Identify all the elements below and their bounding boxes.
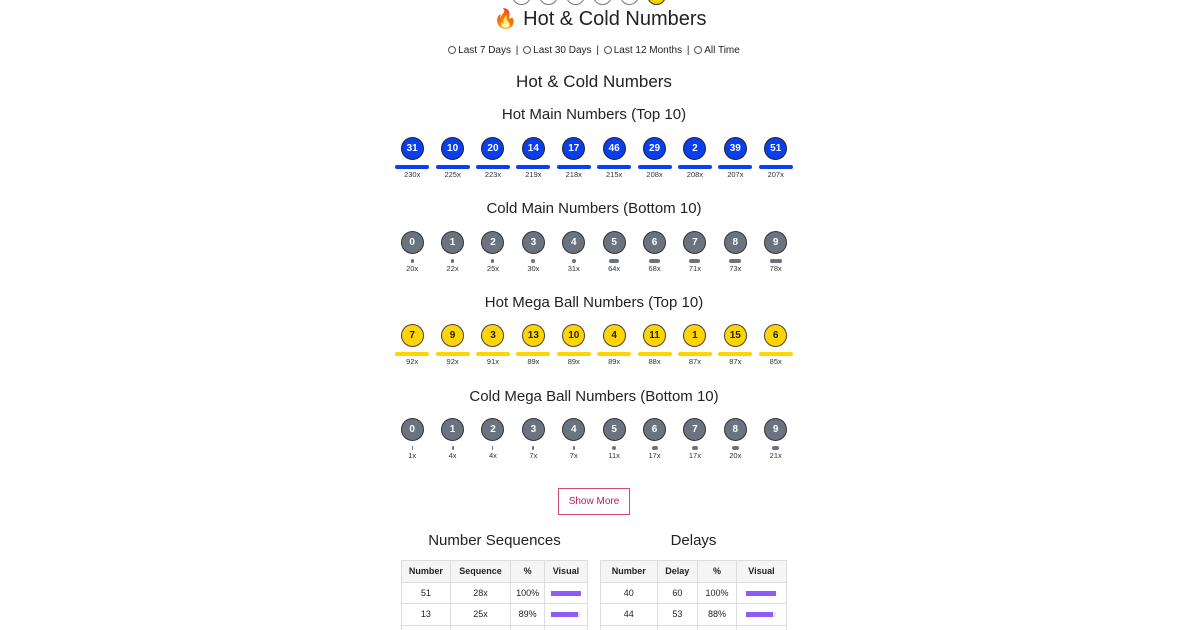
filter-all-time[interactable]: All Time (694, 45, 740, 56)
frequency-count: 7x (569, 451, 578, 460)
frequency-bar (573, 446, 575, 450)
frequency-count: 89x (527, 357, 540, 366)
number-ball: 29 (643, 137, 666, 160)
number-item (513, 231, 553, 273)
ball (566, 0, 585, 5)
ball (593, 0, 612, 5)
frequency-count: 207x (727, 170, 744, 179)
separator: | (515, 45, 519, 56)
table-cell: 60 (657, 582, 697, 604)
cold-main-numbers (392, 231, 796, 273)
table-cell (601, 625, 658, 630)
hot-mega-numbers (392, 324, 796, 366)
number-ball: 6 (764, 324, 787, 347)
group-title-hot-mega: Hot Mega Ball Numbers (Top 10) (484, 294, 704, 311)
visual-cell (736, 582, 786, 604)
radio-icon[interactable] (448, 46, 456, 54)
number-ball: 2 (683, 137, 706, 160)
frequency-count: 225x (444, 170, 461, 179)
frequency-bar (612, 446, 616, 450)
frequency-bar (759, 352, 793, 356)
number-item (715, 418, 755, 460)
radio-icon[interactable] (694, 46, 702, 54)
number-ball: 51 (764, 137, 787, 160)
frequency-count: 91x (486, 357, 500, 366)
number-item (473, 418, 513, 460)
frequency-bar (718, 352, 752, 356)
number-item (513, 418, 553, 460)
frequency-bar (692, 446, 698, 450)
number-item (715, 231, 755, 273)
frequency-bar (411, 259, 414, 263)
table-row (601, 625, 787, 630)
number-ball: 4 (562, 418, 585, 441)
frequency-bar (732, 446, 739, 450)
number-item (594, 137, 634, 179)
col-number: Number (402, 561, 451, 583)
number-ball: 39 (724, 137, 747, 160)
ball (539, 0, 558, 5)
frequency-bar (395, 352, 429, 356)
frequency-count: 207x (767, 170, 784, 179)
frequency-count: 4x (448, 451, 457, 460)
frequency-count: 20x (406, 264, 419, 273)
number-ball: 14 (522, 137, 545, 160)
frequency-count: 31x (567, 264, 580, 273)
table-cell: 53 (657, 604, 697, 626)
number-ball: 7 (683, 418, 706, 441)
frequency-bar (609, 259, 619, 263)
number-item (675, 324, 715, 366)
frequency-count: 20x (729, 451, 742, 460)
percent-bar (746, 591, 776, 596)
frequency-count: 7x (529, 451, 538, 460)
filter-last-12-months[interactable]: Last 12 Months (604, 45, 682, 56)
table-row (402, 625, 588, 630)
separator: | (686, 45, 690, 56)
table-cell: 51 (402, 582, 451, 604)
frequency-bar (436, 352, 470, 356)
delays-table (600, 560, 787, 630)
frequency-count: 4x (489, 451, 497, 460)
frequency-bar (572, 259, 576, 263)
number-ball: 1 (441, 418, 464, 441)
table-cell (657, 625, 697, 630)
frequency-count: 208x (646, 170, 663, 179)
frequency-count: 92x (406, 357, 419, 366)
frequency-bar (638, 352, 672, 356)
ball (620, 0, 639, 5)
sequences-title: Number Sequences (428, 532, 561, 549)
table-cell (698, 625, 737, 630)
frequency-bar (652, 446, 658, 450)
percent-bar (551, 612, 581, 617)
delays-title: Delays (670, 532, 717, 549)
number-item (594, 324, 634, 366)
number-item (594, 231, 634, 273)
frequency-bar (638, 165, 672, 169)
number-ball: 6 (643, 418, 666, 441)
table-row (402, 582, 588, 604)
number-ball: 7 (683, 231, 706, 254)
number-ball: 46 (603, 137, 626, 160)
table-cell (402, 625, 451, 630)
number-item (675, 137, 715, 179)
number-item (554, 231, 594, 273)
time-range-filter (0, 45, 1188, 56)
number-item (392, 231, 432, 273)
number-item (554, 324, 594, 366)
table-row (601, 604, 787, 626)
group-title-hot-main: Hot Main Numbers (Top 10) (501, 106, 687, 123)
frequency-bar (718, 165, 752, 169)
frequency-count: 21x (769, 451, 782, 460)
frequency-bar (516, 352, 550, 356)
frequency-count: 87x (688, 357, 701, 366)
filter-last-30-days[interactable]: Last 30 Days (523, 45, 591, 56)
col-delay: Delay (657, 561, 697, 583)
frequency-count: 215x (606, 170, 623, 179)
frequency-bar (476, 352, 510, 356)
number-ball: 2 (481, 231, 504, 254)
number-ball: 1 (441, 231, 464, 254)
number-item (554, 418, 594, 460)
number-item (634, 137, 674, 179)
frequency-count: 64x (608, 264, 621, 273)
frequency-count: 25x (486, 264, 500, 273)
frequency-count: 71x (688, 264, 701, 273)
frequency-bar (772, 446, 779, 450)
fire-icon: 🔥 (493, 9, 518, 30)
frequency-bar (678, 165, 712, 169)
table-cell: 13 (402, 604, 451, 626)
frequency-bar (597, 352, 631, 356)
frequency-count: 89x (567, 357, 580, 366)
number-item (554, 137, 594, 179)
number-ball: 3 (481, 324, 504, 347)
col-sequence: Sequence (450, 561, 511, 583)
table-cell: 89% (511, 604, 544, 626)
frequency-count: 85x (769, 357, 782, 366)
visual-cell (544, 582, 587, 604)
frequency-bar (759, 165, 793, 169)
frequency-count: 17x (648, 451, 661, 460)
frequency-bar (412, 446, 413, 450)
number-item (756, 324, 796, 366)
number-ball: 5 (603, 418, 626, 441)
number-item (473, 324, 513, 366)
number-ball: 9 (441, 324, 464, 347)
table-cell: 28x (450, 582, 511, 604)
frequency-count: 73x (729, 264, 742, 273)
mega-ball (647, 0, 666, 5)
frequency-count: 68x (648, 264, 661, 273)
frequency-bar (476, 165, 510, 169)
frequency-bar (531, 259, 535, 263)
percent-bar (551, 591, 581, 596)
table-row (601, 582, 787, 604)
number-item (473, 137, 513, 179)
frequency-bar (557, 352, 591, 356)
frequency-count: 22x (446, 264, 459, 273)
frequency-count: 30x (527, 264, 540, 273)
frequency-bar (689, 259, 700, 263)
number-ball: 6 (643, 231, 666, 254)
number-item (432, 231, 472, 273)
page-title-text: Hot & Cold Numbers (523, 8, 707, 30)
frequency-bar (729, 259, 741, 263)
frequency-bar (516, 165, 550, 169)
frequency-count: 219x (525, 170, 542, 179)
frequency-count: 89x (608, 357, 621, 366)
frequency-count: 17x (688, 451, 701, 460)
table-row (402, 604, 588, 626)
number-ball: 4 (603, 324, 626, 347)
col-percent: % (511, 561, 544, 583)
table-cell (511, 625, 544, 630)
visual-cell (544, 625, 587, 630)
frequency-bar (532, 446, 534, 450)
col-percent: % (698, 561, 737, 583)
number-item (432, 324, 472, 366)
frequency-count: 218x (565, 170, 582, 179)
number-ball: 10 (562, 324, 585, 347)
visual-cell (736, 625, 786, 630)
frequency-count: 11x (608, 451, 620, 460)
show-more-button[interactable]: Show More (558, 488, 630, 515)
number-item (715, 137, 755, 179)
hot-main-numbers (392, 137, 796, 179)
frequency-count: 230x (404, 170, 421, 179)
number-ball: 11 (643, 324, 666, 347)
number-ball: 1 (683, 324, 706, 347)
frequency-bar (649, 259, 660, 263)
frequency-count: 1x (408, 451, 417, 460)
visual-cell (736, 604, 786, 626)
page-title (0, 7, 1200, 31)
number-item (675, 231, 715, 273)
number-item (634, 324, 674, 366)
number-item (432, 137, 472, 179)
number-ball: 0 (401, 231, 424, 254)
number-ball: 20 (481, 137, 504, 160)
table-cell: 40 (601, 582, 658, 604)
number-item (392, 324, 432, 366)
number-ball: 3 (522, 231, 545, 254)
table-cell: 100% (698, 582, 737, 604)
number-ball: 9 (764, 418, 787, 441)
frequency-bar (451, 259, 454, 263)
col-visual: Visual (736, 561, 786, 583)
radio-icon[interactable] (604, 46, 612, 54)
frequency-bar (678, 352, 712, 356)
col-number: Number (601, 561, 658, 583)
sequences-table (401, 560, 588, 630)
number-item (675, 418, 715, 460)
number-ball: 31 (401, 137, 424, 160)
frequency-bar (557, 165, 591, 169)
frequency-count: 87x (729, 357, 742, 366)
number-ball: 7 (401, 324, 424, 347)
frequency-count: 88x (648, 357, 661, 366)
table-cell: 44 (601, 604, 658, 626)
group-title-cold-main: Cold Main Numbers (Bottom 10) (486, 200, 702, 217)
frequency-bar (452, 446, 454, 450)
frequency-bar (395, 165, 429, 169)
number-item (432, 418, 472, 460)
frequency-bar (491, 259, 494, 263)
table-cell: 88% (698, 604, 737, 626)
number-ball: 9 (764, 231, 787, 254)
number-item (392, 137, 432, 179)
number-ball: 5 (603, 231, 626, 254)
number-item (473, 231, 513, 273)
radio-icon[interactable] (523, 46, 531, 54)
number-ball: 8 (724, 231, 747, 254)
frequency-count: 208x (686, 170, 704, 179)
frequency-count: 223x (484, 170, 502, 179)
number-item (594, 418, 634, 460)
number-item (513, 324, 553, 366)
number-item (513, 137, 553, 179)
filter-last-7-days[interactable]: Last 7 Days (448, 45, 511, 56)
visual-cell (544, 604, 587, 626)
number-item (756, 418, 796, 460)
frequency-count: 78x (769, 264, 782, 273)
number-ball: 10 (441, 137, 464, 160)
col-visual: Visual (544, 561, 587, 583)
number-ball: 15 (724, 324, 747, 347)
frequency-bar (597, 165, 631, 169)
number-item (756, 231, 796, 273)
number-ball: 2 (481, 418, 504, 441)
number-item (756, 137, 796, 179)
frequency-bar (770, 259, 782, 263)
number-ball: 4 (562, 231, 585, 254)
group-title-cold-mega: Cold Mega Ball Numbers (Bottom 10) (469, 388, 719, 405)
number-item (392, 418, 432, 460)
number-ball: 0 (401, 418, 424, 441)
cold-mega-numbers (392, 418, 796, 460)
section-title: Hot & Cold Numbers (516, 72, 672, 91)
number-item (715, 324, 755, 366)
number-ball: 17 (562, 137, 585, 160)
number-ball: 3 (522, 418, 545, 441)
table-cell (450, 625, 511, 630)
table-cell: 100% (511, 582, 544, 604)
ball (512, 0, 531, 5)
number-ball: 8 (724, 418, 747, 441)
frequency-bar (492, 446, 493, 450)
frequency-bar (436, 165, 470, 169)
percent-bar (746, 612, 776, 617)
previous-draw-balls (512, 0, 666, 5)
number-ball: 13 (522, 324, 545, 347)
table-cell: 25x (450, 604, 511, 626)
number-item (634, 418, 674, 460)
number-item (634, 231, 674, 273)
separator: | (596, 45, 599, 56)
frequency-count: 92x (446, 357, 459, 366)
